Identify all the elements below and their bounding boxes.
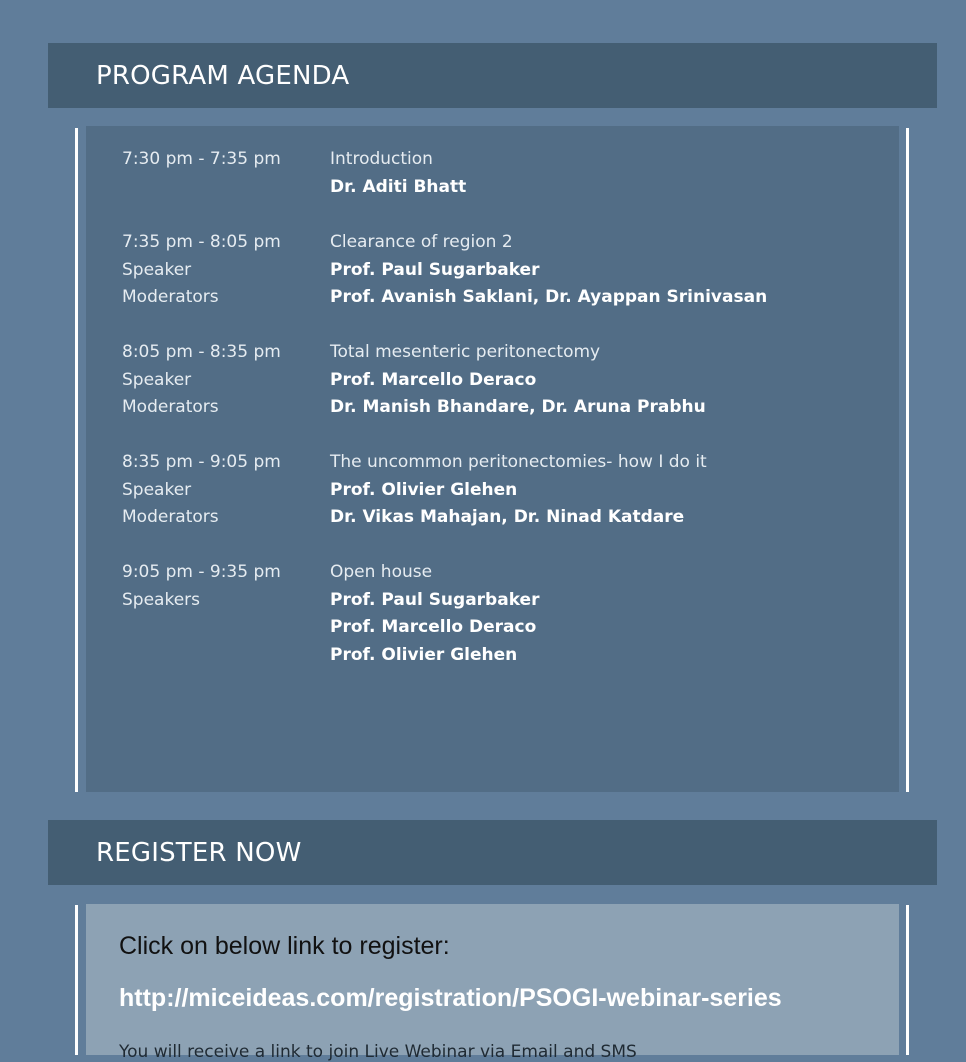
agenda-time: 8:35 pm - 9:05 pm <box>122 452 281 472</box>
agenda-details-column <box>330 449 890 532</box>
agenda-details-column <box>330 229 890 312</box>
agenda-time: 8:05 pm - 8:35 pm <box>122 342 281 362</box>
agenda-right-rule <box>906 128 909 792</box>
agenda-time-column <box>122 339 322 422</box>
registration-link[interactable]: http://miceideas.com/registration/PSOGI-webinar-series <box>119 984 782 1012</box>
agenda-left-rule <box>75 128 78 792</box>
agenda-topic: The uncommon peritonectomies- how I do it <box>330 452 707 472</box>
agenda-topic: Clearance of region 2 <box>330 232 513 252</box>
agenda-speaker-name: Dr. Aditi Bhatt <box>330 176 467 197</box>
agenda-time: 7:30 pm - 7:35 pm <box>122 149 281 169</box>
agenda-role-label: Speaker <box>122 369 192 390</box>
register-panel <box>86 904 899 1062</box>
register-instruction: Click on below link to register: <box>119 932 450 960</box>
program-agenda-title: PROGRAM AGENDA <box>96 60 350 91</box>
agenda-details-column <box>330 339 890 422</box>
agenda-time-column <box>122 146 322 174</box>
agenda-moderator-names: Dr. Manish Bhandare, Dr. Aruna Prabhu <box>330 397 706 417</box>
agenda-role-label: Moderators <box>122 507 219 527</box>
agenda-role-label: Speaker <box>122 259 192 280</box>
agenda-time: 9:05 pm - 9:35 pm <box>122 562 281 582</box>
register-now-header <box>48 820 937 885</box>
agenda-speaker-name: Prof. Olivier Glehen <box>330 479 518 500</box>
agenda-speaker-name: Prof. Paul Sugarbaker <box>330 589 540 610</box>
agenda-time-column <box>122 449 322 532</box>
agenda-moderator-names: Dr. Vikas Mahajan, Dr. Ninad Katdare <box>330 507 685 527</box>
agenda-speaker-name: Prof. Paul Sugarbaker <box>330 259 540 280</box>
register-right-rule <box>906 905 909 1055</box>
agenda-details-column <box>330 146 890 201</box>
agenda-topic: Total mesenteric peritonectomy <box>330 342 601 362</box>
agenda-time-column <box>122 229 322 312</box>
agenda-speaker-name: Prof. Marcello Deraco <box>330 617 537 637</box>
agenda-role-label: Moderators <box>122 397 219 417</box>
agenda-role-label: Speaker <box>122 479 192 500</box>
webinar-notice: You will receive a link to join Live Webinar via Email and SMS <box>119 1042 637 1062</box>
register-left-rule <box>75 905 78 1055</box>
agenda-role-label: Speakers <box>122 589 201 610</box>
agenda-topic: Open house <box>330 562 433 582</box>
agenda-details-column <box>330 559 890 669</box>
program-agenda-header <box>48 43 937 108</box>
agenda-moderator-names: Prof. Avanish Saklani, Dr. Ayappan Srinivasan <box>330 287 768 307</box>
agenda-role-label: Moderators <box>122 287 219 307</box>
register-now-title: REGISTER NOW <box>96 837 302 868</box>
agenda-speaker-name: Prof. Marcello Deraco <box>330 369 537 390</box>
agenda-speaker-name: Prof. Olivier Glehen <box>330 644 518 665</box>
agenda-topic: Introduction <box>330 149 433 169</box>
agenda-time-column <box>122 559 322 614</box>
agenda-time: 7:35 pm - 8:05 pm <box>122 232 281 252</box>
agenda-panel <box>86 126 899 792</box>
